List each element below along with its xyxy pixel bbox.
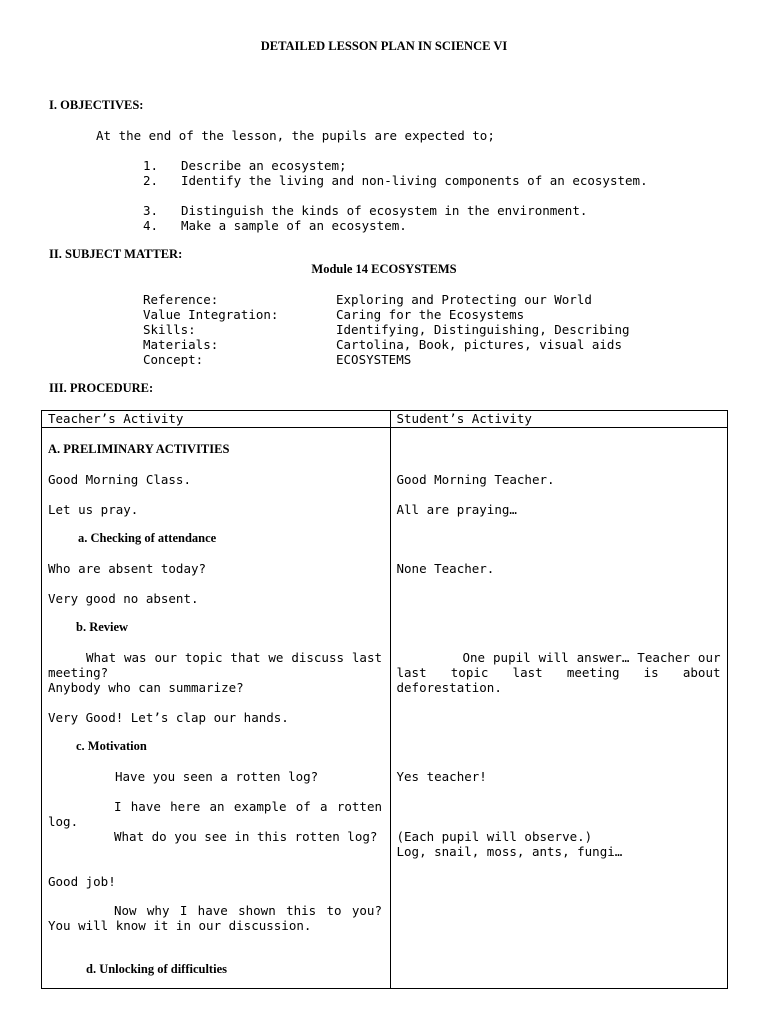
teacher-see-question <box>48 829 382 844</box>
teacher-greeting: Good Morning Class. <box>48 472 191 487</box>
value-integration-label: Value Integration: <box>143 307 279 322</box>
attendance-heading: a. Checking of attendance <box>78 531 217 545</box>
student-praying: All are praying… <box>396 502 517 517</box>
teacher-activity-header: Teacher’s Activity <box>42 411 391 428</box>
teacher-why <box>48 903 382 933</box>
teacher-summarize: Anybody who can summarize? <box>48 680 244 695</box>
student-greeting: Good Morning Teacher. <box>396 472 555 487</box>
objective-number: 4. <box>143 218 159 233</box>
student-yes: Yes teacher! <box>396 769 487 784</box>
student-activity-cell <box>390 428 728 989</box>
student-observed: Log, snail, moss, ants, fungi… <box>396 844 623 859</box>
student-answer <box>397 650 721 695</box>
skills-value: Identifying, Distinguishing, Describing <box>336 322 630 337</box>
teacher-why-text: Now why I have shown this to you? You will know it in our discussion. <box>48 903 382 933</box>
teacher-good-job: Good job! <box>48 874 116 889</box>
objective-text: Identify the living and non-living components of an ecosystem. <box>181 173 648 188</box>
procedure-heading: III. PROCEDURE: <box>49 381 154 395</box>
document-title: DETAILED LESSON PLAN IN SCIENCE VI <box>260 39 508 53</box>
reference-value: Exploring and Protecting our World <box>336 292 592 307</box>
unlocking-heading: d. Unlocking of difficulties <box>86 962 227 976</box>
concept-value: ECOSYSTEMS <box>336 352 412 367</box>
review-heading: b. Review <box>76 620 129 634</box>
teacher-see-question-text: What do you see in this rotten log? <box>114 829 378 844</box>
objective-number: 1. <box>143 158 159 173</box>
objectives-heading: I. OBJECTIVES: <box>49 98 144 112</box>
objectives-intro: At the end of the lesson, the pupils are expected to; <box>96 128 495 143</box>
teacher-clap: Very Good! Let’s clap our hands. <box>48 710 289 725</box>
teacher-example <box>48 799 382 829</box>
objective-text: Describe an ecosystem; <box>181 158 347 173</box>
teacher-activity-cell <box>42 428 391 989</box>
teacher-absent-question: Who are absent today? <box>48 561 207 576</box>
objective-text: Distinguish the kinds of ecosystem in the environment. <box>181 203 588 218</box>
materials-value: Cartolina, Book, pictures, visual aids <box>336 337 622 352</box>
student-answer-text: One pupil will answer… Teacher our last topic last meeting is about deforestation. <box>396 650 721 695</box>
student-activity-header: Student’s Activity <box>390 411 728 428</box>
reference-label: Reference: <box>143 292 219 307</box>
teacher-pray: Let us pray. <box>48 502 139 517</box>
procedure-table-header <box>42 411 728 428</box>
subject-matter-heading: II. SUBJECT MATTER: <box>49 247 183 261</box>
value-integration-value: Caring for the Ecosystems <box>336 307 525 322</box>
module-title: Module 14 ECOSYSTEMS <box>311 262 457 276</box>
motivation-heading: c. Motivation <box>76 739 147 753</box>
teacher-review-question-text: What was our topic that we discuss last meeting? <box>48 650 382 680</box>
teacher-review-question <box>48 650 382 680</box>
materials-label: Materials: <box>143 337 219 352</box>
teacher-rotten-log-question: Have you seen a rotten log? <box>115 769 319 784</box>
procedure-table-body <box>42 428 728 989</box>
teacher-no-absent: Very good no absent. <box>48 591 199 606</box>
objective-text: Make a sample of an ecosystem. <box>181 218 407 233</box>
preliminary-heading: A. PRELIMINARY ACTIVITIES <box>48 442 230 456</box>
student-none: None Teacher. <box>396 561 495 576</box>
teacher-example-text: I have here an example of a rotten log. <box>48 799 382 829</box>
procedure-table <box>41 410 728 989</box>
skills-label: Skills: <box>143 322 196 337</box>
student-observe: (Each pupil will observe.) <box>396 829 593 844</box>
objective-number: 2. <box>143 173 159 188</box>
concept-label: Concept: <box>143 352 204 367</box>
objective-number: 3. <box>143 203 159 218</box>
